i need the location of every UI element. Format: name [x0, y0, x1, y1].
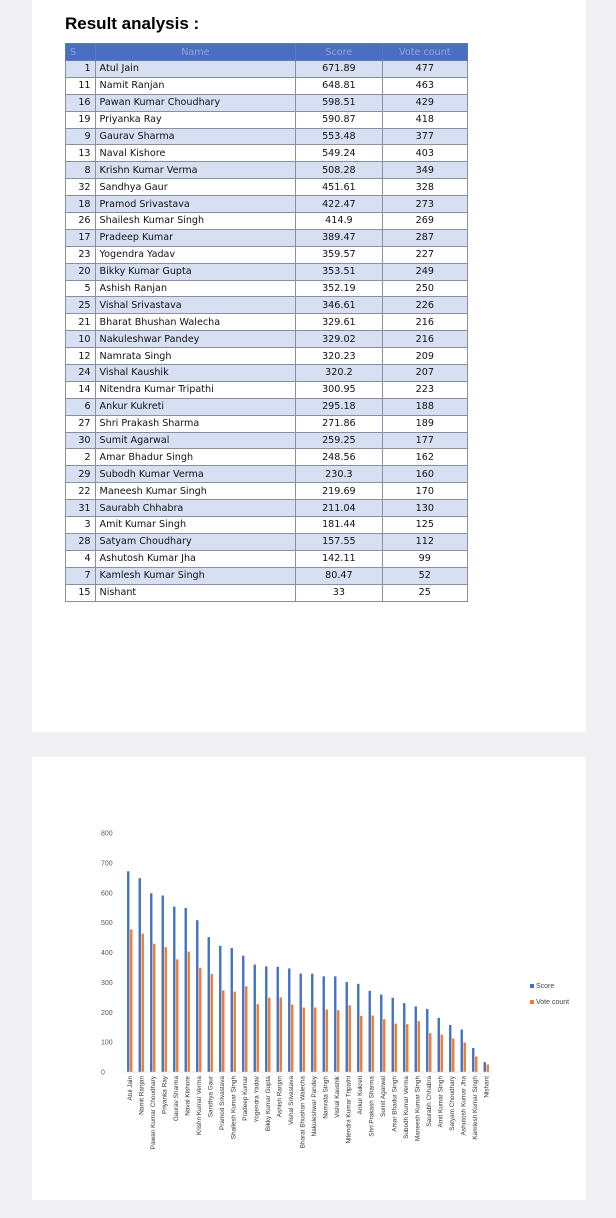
table-row	[66, 415, 468, 432]
serial-cell: 8	[66, 162, 96, 179]
serial-cell: 13	[66, 145, 96, 162]
score-cell: 648.81	[296, 77, 382, 94]
table-row	[66, 381, 468, 398]
table-row	[66, 500, 468, 517]
serial-cell: 16	[66, 94, 96, 111]
vote-count-cell: 52	[382, 567, 467, 584]
serial-cell: 6	[66, 398, 96, 415]
score-bar	[472, 1048, 474, 1072]
x-tick-label: Ashish Ranjan	[276, 1076, 284, 1118]
score-bar	[162, 895, 164, 1072]
name-cell: Naval Kishore	[95, 145, 296, 162]
score-bar	[357, 984, 359, 1072]
vote-count-bar	[245, 986, 247, 1072]
y-tick-label: 100	[101, 1039, 113, 1047]
score-cell: 300.95	[296, 381, 382, 398]
header-serial: S	[66, 44, 96, 61]
score-bar	[334, 976, 336, 1072]
vote-count-bar	[418, 1021, 420, 1072]
score-bar	[415, 1006, 417, 1072]
score-cell: 329.61	[296, 314, 382, 331]
vote-count-cell: 189	[382, 415, 467, 432]
name-cell: Krishn Kumar Verma	[95, 162, 296, 179]
x-tick-label: Sumit Agarwal	[379, 1076, 387, 1117]
score-bar	[231, 948, 233, 1072]
vote-count-bar	[360, 1016, 362, 1072]
x-tick-label: Krishn Kumar Verma	[195, 1076, 203, 1135]
x-tick-label: Nitendra Kumar Tripathi	[345, 1076, 353, 1144]
serial-cell: 9	[66, 128, 96, 145]
score-bar	[369, 991, 371, 1072]
score-bar	[265, 966, 267, 1072]
vote-count-bar	[222, 990, 224, 1072]
score-cell: 346.61	[296, 297, 382, 314]
legend-swatch-vote-count	[530, 1000, 534, 1004]
x-tick-label: Vishal Srivastava	[287, 1076, 295, 1125]
score-bar	[380, 995, 382, 1072]
header-name: Name	[95, 44, 296, 61]
serial-cell: 17	[66, 229, 96, 246]
name-cell: Namrata Singh	[95, 348, 296, 365]
serial-cell: 24	[66, 365, 96, 382]
vote-count-cell: 125	[382, 517, 467, 534]
x-tick-label: Bharat Bhushan Walecha	[299, 1076, 307, 1149]
score-cell: 211.04	[296, 500, 382, 517]
table-row	[66, 567, 468, 584]
y-tick-label: 500	[101, 920, 113, 928]
results-table	[65, 43, 468, 602]
vote-count-cell: 162	[382, 449, 467, 466]
score-cell: 181.44	[296, 517, 382, 534]
legend-label-score: Score	[536, 983, 555, 990]
vote-count-bar	[349, 1005, 351, 1072]
name-cell: Priyanka Ray	[95, 111, 296, 128]
serial-cell: 7	[66, 567, 96, 584]
score-cell: 598.51	[296, 94, 382, 111]
x-tick-label: Namrata Singh	[322, 1076, 330, 1119]
name-cell: Maneesh Kumar Singh	[95, 483, 296, 500]
serial-cell: 22	[66, 483, 96, 500]
table-row	[66, 162, 468, 179]
score-cell: 451.61	[296, 179, 382, 196]
serial-cell: 3	[66, 517, 96, 534]
table-row	[66, 314, 468, 331]
vote-count-bar	[176, 959, 178, 1072]
vote-count-bar	[406, 1024, 408, 1072]
vote-count-cell: 99	[382, 550, 467, 567]
name-cell: Subodh Kumar Verma	[95, 466, 296, 483]
vote-count-cell: 269	[382, 213, 467, 230]
table-header-row	[66, 44, 468, 61]
vote-count-bar	[303, 1007, 305, 1072]
name-cell: Pramod Srivastava	[95, 196, 296, 213]
header-score: Score	[296, 44, 382, 61]
serial-cell: 21	[66, 314, 96, 331]
serial-cell: 27	[66, 415, 96, 432]
x-tick-label: Pramod Srivastava	[218, 1076, 226, 1130]
name-cell: Nitendra Kumar Tripathi	[95, 381, 296, 398]
x-tick-label: Maneesh Kumar Singh	[414, 1076, 422, 1142]
name-cell: Sandhya Gaur	[95, 179, 296, 196]
x-tick-label: Nakuleshwar Pandey	[310, 1076, 318, 1137]
table-row	[66, 246, 468, 263]
name-cell: Vishal Srivastava	[95, 297, 296, 314]
x-tick-label: Vishal Kaushik	[333, 1076, 341, 1118]
vote-count-bar	[337, 1010, 339, 1072]
vote-count-cell: 216	[382, 331, 467, 348]
vote-count-cell: 226	[382, 297, 467, 314]
score-bar	[438, 1018, 440, 1072]
x-tick-label: Amar Bhadur Singh	[391, 1076, 399, 1132]
vote-count-cell: 403	[382, 145, 467, 162]
table-row	[66, 432, 468, 449]
table-row	[66, 229, 468, 246]
x-tick-label: Shailesh Kumar Singh	[230, 1076, 238, 1140]
vote-count-bar	[291, 1004, 293, 1072]
x-tick-label: Pawan Kumar Choudhary	[149, 1076, 157, 1150]
score-bar	[426, 1009, 428, 1072]
serial-cell: 26	[66, 213, 96, 230]
vote-count-cell: 287	[382, 229, 467, 246]
vote-count-bar	[188, 952, 190, 1072]
score-cell: 157.55	[296, 533, 382, 550]
name-cell: Amar Bhadur Singh	[95, 449, 296, 466]
vote-count-bar	[257, 1004, 259, 1072]
vote-count-bar	[268, 998, 270, 1072]
vote-count-cell: 477	[382, 61, 467, 78]
name-cell: Bharat Bhushan Walecha	[95, 314, 296, 331]
vote-count-cell: 25	[382, 584, 467, 601]
score-cell: 353.51	[296, 263, 382, 280]
serial-cell: 15	[66, 584, 96, 601]
vote-count-cell: 250	[382, 280, 467, 297]
score-cell: 590.87	[296, 111, 382, 128]
score-bar	[242, 956, 244, 1072]
name-cell: Atul Jain	[95, 61, 296, 78]
x-tick-label: Amit Kumar Singh	[437, 1076, 445, 1128]
table-row	[66, 550, 468, 567]
table-row	[66, 348, 468, 365]
table-row	[66, 145, 468, 162]
x-tick-label: Ashutosh Kumar Jha	[460, 1076, 468, 1136]
vote-count-cell: 177	[382, 432, 467, 449]
serial-cell: 25	[66, 297, 96, 314]
score-cell: 80.47	[296, 567, 382, 584]
y-tick-label: 400	[101, 950, 113, 957]
serial-cell: 30	[66, 432, 96, 449]
serial-cell: 14	[66, 381, 96, 398]
name-cell: Nakuleshwar Pandey	[95, 331, 296, 348]
table-row	[66, 94, 468, 111]
name-cell: Namit Ranjan	[95, 77, 296, 94]
bar-chart	[100, 818, 596, 1218]
score-cell: 422.47	[296, 196, 382, 213]
vote-count-bar	[153, 944, 155, 1072]
table-row	[66, 196, 468, 213]
vote-count-cell: 227	[382, 246, 467, 263]
serial-cell: 23	[66, 246, 96, 263]
score-bar	[311, 974, 313, 1072]
y-tick-label: 200	[101, 1009, 113, 1017]
vote-count-bar	[326, 1010, 328, 1072]
table-row	[66, 128, 468, 145]
score-bar	[392, 998, 394, 1072]
vote-count-bar	[395, 1024, 397, 1072]
x-tick-label: Priyanka Ray	[161, 1076, 169, 1115]
score-bar	[173, 907, 175, 1072]
table-row	[66, 280, 468, 297]
score-cell: 414.9	[296, 213, 382, 230]
vote-count-bar	[234, 992, 236, 1072]
serial-cell: 1	[66, 61, 96, 78]
vote-count-bar	[165, 947, 167, 1072]
x-tick-label: Namit Ranjan	[138, 1076, 146, 1115]
score-cell: 549.24	[296, 145, 382, 162]
vote-count-bar	[211, 974, 213, 1072]
vote-count-bar	[130, 929, 132, 1072]
score-bar	[288, 968, 290, 1072]
table-row	[66, 449, 468, 466]
name-cell: Nishant	[95, 584, 296, 601]
vote-count-bar	[452, 1039, 454, 1072]
score-cell: 508.28	[296, 162, 382, 179]
x-tick-label: Gaurav Sharma	[172, 1076, 180, 1122]
serial-cell: 11	[66, 77, 96, 94]
score-cell: 219.69	[296, 483, 382, 500]
serial-cell: 12	[66, 348, 96, 365]
vote-count-cell: 249	[382, 263, 467, 280]
serial-cell: 19	[66, 111, 96, 128]
x-tick-label: Ankur Kukreti	[356, 1076, 364, 1115]
x-tick-label: Yogendra Yadav	[253, 1076, 261, 1123]
serial-cell: 10	[66, 331, 96, 348]
vote-count-bar	[280, 997, 282, 1072]
document-page-2	[32, 757, 586, 1200]
vote-count-bar	[383, 1019, 385, 1072]
x-tick-label: Pradeep Kumar	[241, 1076, 249, 1121]
score-bar	[150, 893, 152, 1072]
vote-count-bar	[314, 1007, 316, 1072]
score-cell: 271.86	[296, 415, 382, 432]
name-cell: Pawan Kumar Choudhary	[95, 94, 296, 111]
vote-count-cell: 463	[382, 77, 467, 94]
score-bar	[461, 1030, 463, 1072]
vote-count-cell: 209	[382, 348, 467, 365]
header-vote-count: Vote count	[382, 44, 467, 61]
serial-cell: 4	[66, 550, 96, 567]
serial-cell: 31	[66, 500, 96, 517]
serial-cell: 32	[66, 179, 96, 196]
legend-swatch-score	[530, 984, 534, 988]
vote-count-cell: 429	[382, 94, 467, 111]
table-row	[66, 365, 468, 382]
y-tick-label: 800	[101, 830, 113, 838]
table-row	[66, 61, 468, 78]
vote-count-cell: 188	[382, 398, 467, 415]
name-cell: Gaurav Sharma	[95, 128, 296, 145]
vote-count-cell: 160	[382, 466, 467, 483]
vote-count-bar	[372, 1016, 374, 1072]
score-cell: 352.19	[296, 280, 382, 297]
x-tick-label: Bikky Kumar Gupta	[264, 1076, 272, 1132]
name-cell: Kamlesh Kumar Singh	[95, 567, 296, 584]
table-row	[66, 483, 468, 500]
serial-cell: 20	[66, 263, 96, 280]
vote-count-cell: 223	[382, 381, 467, 398]
score-bar	[127, 871, 129, 1072]
vote-count-bar	[199, 968, 201, 1072]
vote-count-bar	[429, 1033, 431, 1072]
name-cell: Bikky Kumar Gupta	[95, 263, 296, 280]
name-cell: Saurabh Chhabra	[95, 500, 296, 517]
table-row	[66, 263, 468, 280]
name-cell: Shri Prakash Sharma	[95, 415, 296, 432]
vote-count-cell: 377	[382, 128, 467, 145]
x-tick-label: Naval Kishore	[184, 1076, 192, 1116]
x-tick-label: Kamlesh Kumar Singh	[471, 1076, 479, 1140]
table-row	[66, 398, 468, 415]
serial-cell: 18	[66, 196, 96, 213]
table-row	[66, 77, 468, 94]
score-cell: 671.89	[296, 61, 382, 78]
table-row	[66, 517, 468, 534]
score-bar	[208, 937, 210, 1072]
vote-count-bar	[487, 1065, 489, 1072]
y-tick-label: 300	[101, 979, 113, 987]
name-cell: Yogendra Yadav	[95, 246, 296, 263]
name-cell: Ashutosh Kumar Jha	[95, 550, 296, 567]
table-row	[66, 111, 468, 128]
score-cell: 359.57	[296, 246, 382, 263]
name-cell: Shailesh Kumar Singh	[95, 213, 296, 230]
serial-cell: 28	[66, 533, 96, 550]
table-row	[66, 331, 468, 348]
score-cell: 553.48	[296, 128, 382, 145]
x-tick-label: Shri Prakash Sharma	[368, 1076, 376, 1137]
name-cell: Ankur Kukreti	[95, 398, 296, 415]
x-tick-label: Satyam Choudhary	[448, 1076, 456, 1131]
score-bar	[323, 976, 325, 1072]
y-tick-label: 700	[101, 860, 113, 868]
vote-count-bar	[464, 1042, 466, 1072]
x-tick-label: Nishant	[483, 1076, 491, 1098]
x-tick-label: Saurabh Chhabra	[425, 1076, 433, 1127]
name-cell: Pradeep Kumar	[95, 229, 296, 246]
score-cell: 389.47	[296, 229, 382, 246]
vote-count-cell: 349	[382, 162, 467, 179]
name-cell: Amit Kumar Singh	[95, 517, 296, 534]
score-bar	[139, 878, 141, 1072]
vote-count-cell: 328	[382, 179, 467, 196]
y-tick-label: 600	[101, 890, 113, 898]
page-title: Result analysis :	[65, 14, 200, 33]
legend-label-vote-count: Vote count	[536, 999, 570, 1006]
score-cell: 259.25	[296, 432, 382, 449]
table-row	[66, 179, 468, 196]
serial-cell: 5	[66, 280, 96, 297]
table-row	[66, 213, 468, 230]
x-tick-label: Atul Jain	[126, 1076, 134, 1101]
score-cell: 320.2	[296, 365, 382, 382]
chart-svg	[100, 818, 596, 1218]
vote-count-cell: 273	[382, 196, 467, 213]
table-row	[66, 466, 468, 483]
score-bar	[254, 965, 256, 1072]
score-cell: 320.23	[296, 348, 382, 365]
score-bar	[484, 1062, 486, 1072]
score-bar	[219, 946, 221, 1072]
table-row	[66, 297, 468, 314]
score-bar	[403, 1003, 405, 1072]
name-cell: Sumit Agarwal	[95, 432, 296, 449]
serial-cell: 2	[66, 449, 96, 466]
serial-cell: 29	[66, 466, 96, 483]
vote-count-bar	[441, 1035, 443, 1072]
table-row	[66, 533, 468, 550]
vote-count-cell: 170	[382, 483, 467, 500]
vote-count-cell: 418	[382, 111, 467, 128]
vote-count-cell: 130	[382, 500, 467, 517]
x-tick-label: Sandhya Gaur	[207, 1076, 215, 1118]
x-tick-label: Subodh Kumar Verma	[402, 1076, 410, 1139]
score-bar	[196, 920, 198, 1072]
y-tick-label: 0	[101, 1069, 105, 1077]
score-cell: 248.56	[296, 449, 382, 466]
vote-count-bar	[142, 934, 144, 1072]
score-cell: 142.11	[296, 550, 382, 567]
score-bar	[346, 982, 348, 1072]
score-cell: 295.18	[296, 398, 382, 415]
score-cell: 329.02	[296, 331, 382, 348]
vote-count-cell: 207	[382, 365, 467, 382]
score-bar	[300, 974, 302, 1072]
name-cell: Vishal Kaushik	[95, 365, 296, 382]
score-cell: 230.3	[296, 466, 382, 483]
vote-count-bar	[475, 1056, 477, 1072]
score-bar	[185, 908, 187, 1072]
name-cell: Ashish Ranjan	[95, 280, 296, 297]
score-bar	[277, 967, 279, 1072]
score-cell: 33	[296, 584, 382, 601]
score-bar	[449, 1025, 451, 1072]
vote-count-cell: 112	[382, 533, 467, 550]
vote-count-cell: 216	[382, 314, 467, 331]
table-row	[66, 584, 468, 601]
name-cell: Satyam Choudhary	[95, 533, 296, 550]
